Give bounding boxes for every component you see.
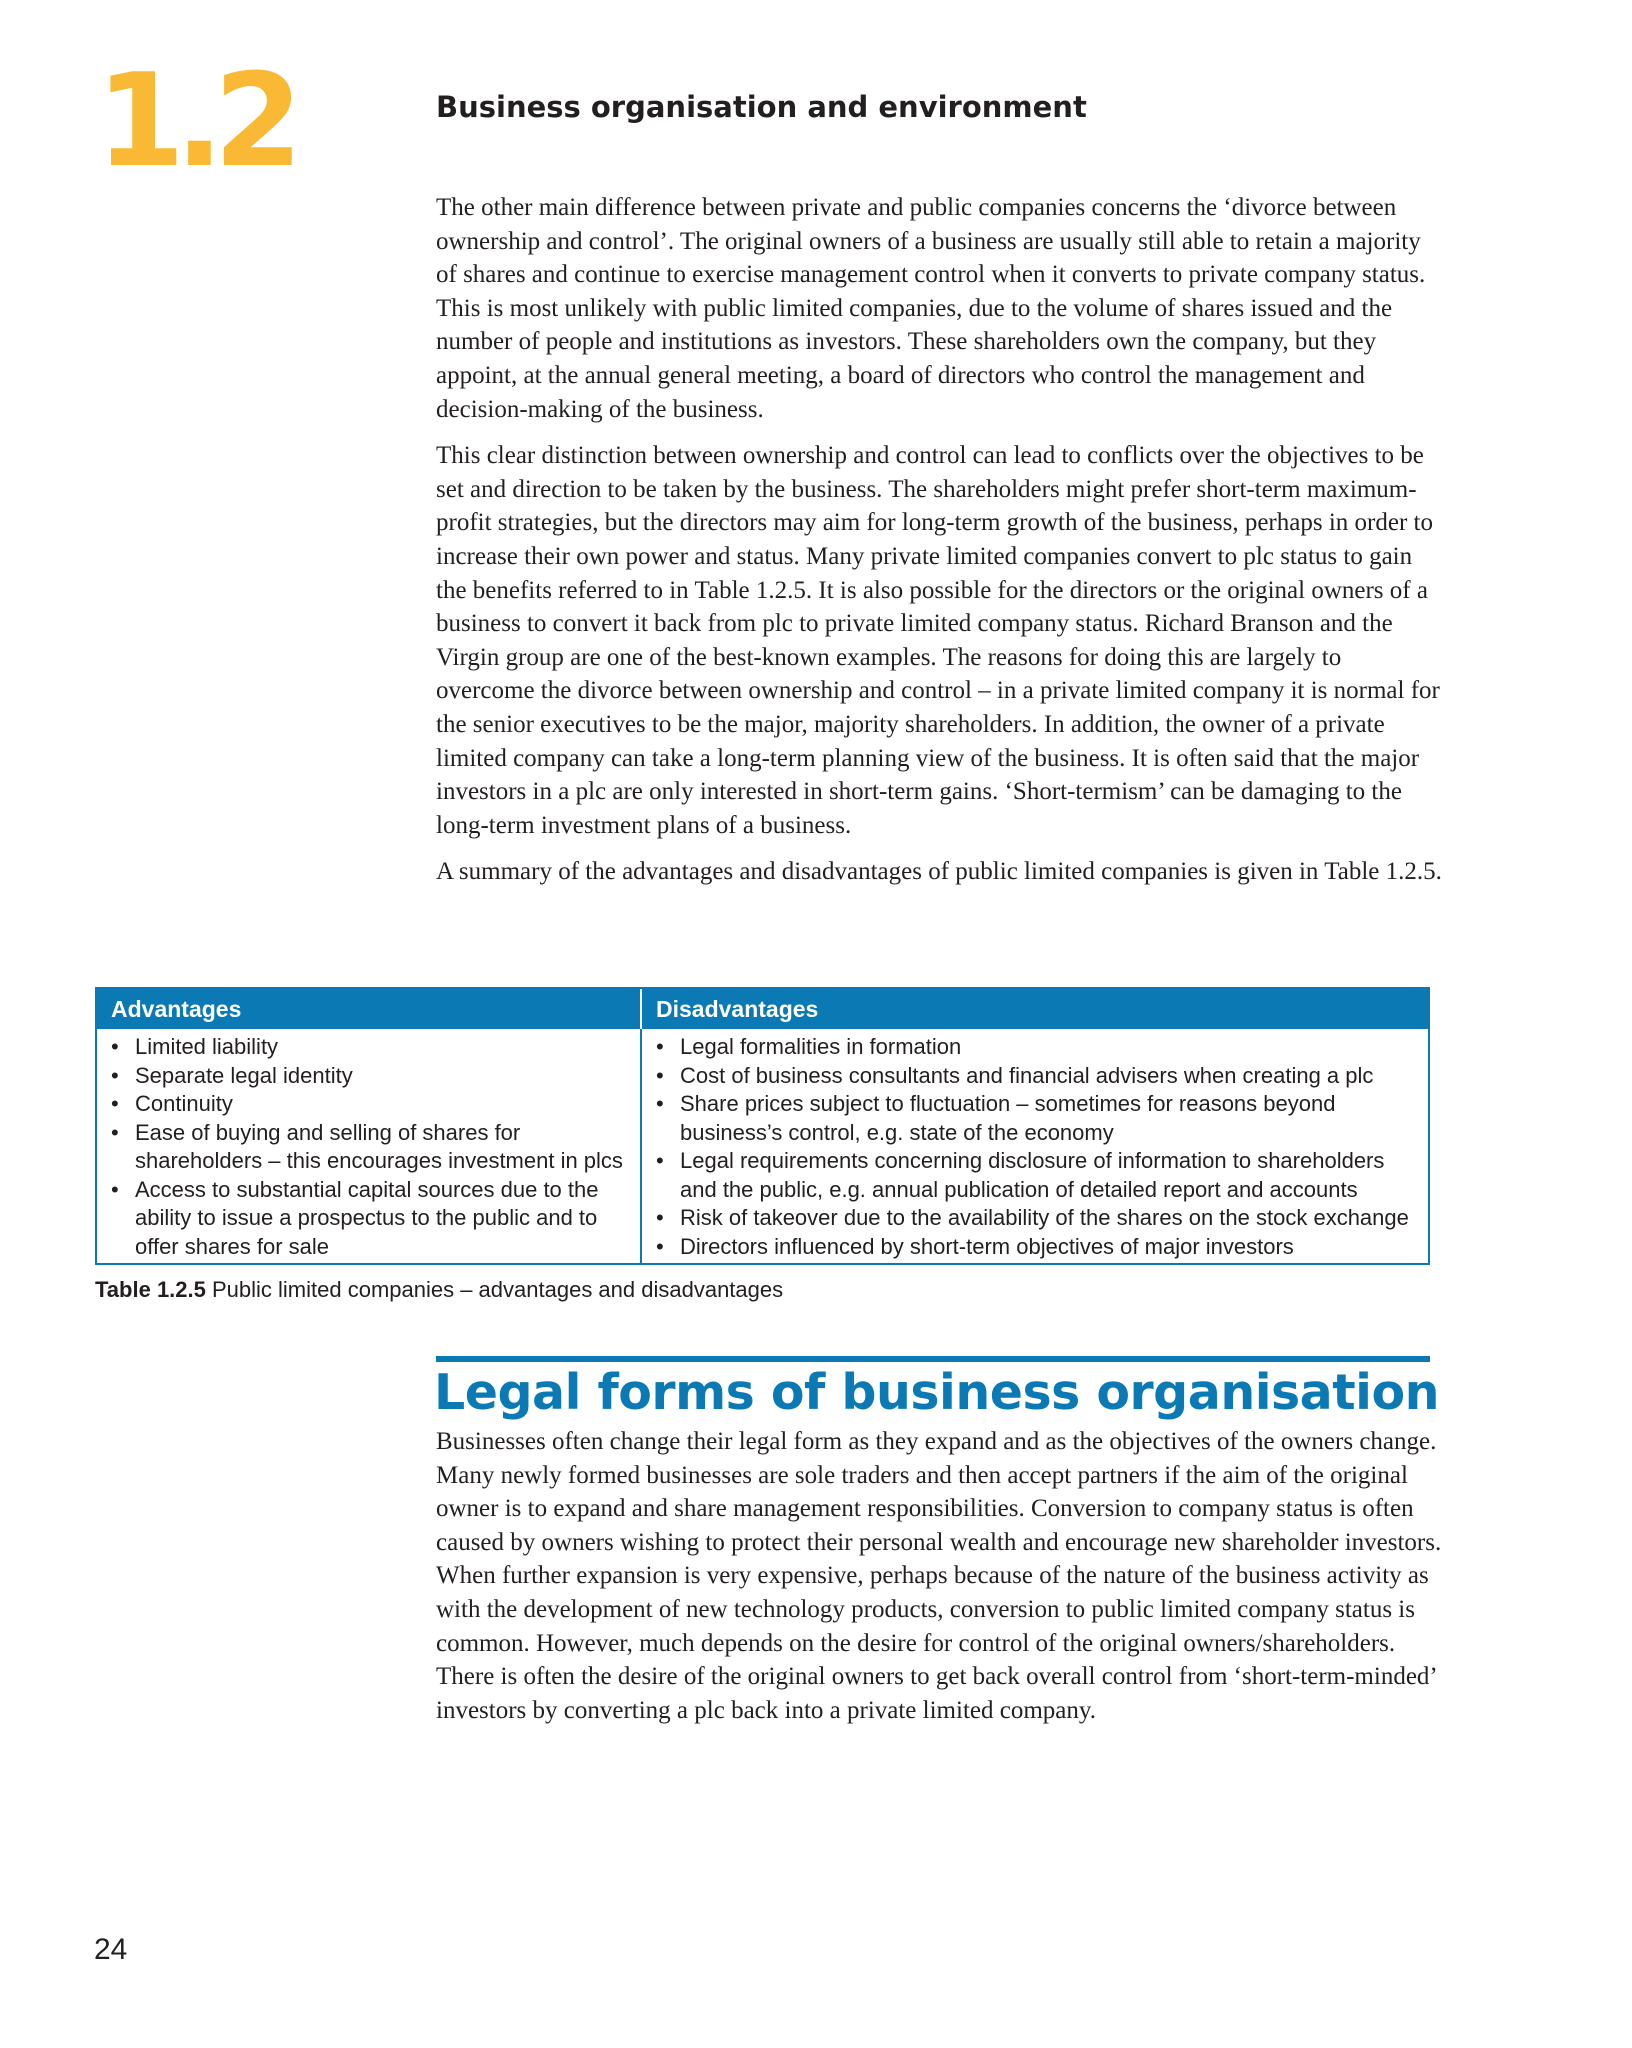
page-number: 24 (94, 1933, 128, 1966)
table-caption-label: Table 1.2.5 (95, 1277, 206, 1302)
list-item: • Limited liability (111, 1033, 634, 1062)
list-item: • Access to substantial capital sources due to the ability to issue a prospectus to the public and to offer shares for sale (111, 1176, 634, 1262)
intro-paragraph-1: The other main difference between private and public companies concerns the ‘divorce between ownership and control’. The original owners of a business are usually still able to retain a majority of shares and continue to exercise management control when it converts to private company status. This is most unlikely with public limited companies, due to the volume of shares issued and the number of people and institutions as investors. These shareholders own the company, but they appoint, at the annual general meeting, a board of directors who control the management and decision-making of the business. (436, 194, 1426, 423)
list-item: • Cost of business consultants and financial advisers when creating a plc (656, 1062, 1422, 1091)
list-item: • Ease of buying and selling of shares for shareholders – this encourages investment in plcs (111, 1119, 634, 1176)
advantages-column (97, 1029, 640, 1263)
disadvantages-list (642, 1029, 1428, 1263)
section-title: Business organisation and environment (436, 90, 1087, 124)
plc-advantages-table (95, 987, 1430, 1265)
legal-forms-text-block (436, 1425, 1446, 1740)
legal-forms-heading: Legal forms of business organisation (434, 1364, 1439, 1421)
legal-forms-paragraph: Businesses often change their legal form as they expand and as the objectives of the owners change. Many newly formed businesses are sole traders and then accept partners if the aim of the original owner is to expand and share management responsibilities. Conversion to company status is often caused by owners wishing to protect their personal wealth and encourage new shareholder investors. When further expansion is very expensive, perhaps because of the nature of the business activity as with the development of new technology products, conversion to public limited company status is common. However, much depends on the desire for control of the original owners/shareholders. There is often the desire of the original owners to get back overall control from ‘short-term-minded’ investors by converting a plc back into a private limited company. (436, 1428, 1442, 1724)
table-caption (95, 1277, 783, 1303)
disadvantages-column (640, 1029, 1428, 1263)
intro-text-block (436, 191, 1446, 902)
table-header-advantages: Advantages (111, 996, 242, 1022)
advantages-list (97, 1029, 640, 1263)
list-item: • Share prices subject to fluctuation – sometimes for reasons beyond business’s control, e.g. state of the economy (656, 1090, 1422, 1147)
list-item: • Continuity (111, 1090, 634, 1119)
list-item: • Directors influenced by short-term objectives of major investors (656, 1233, 1422, 1262)
table-header-row (97, 989, 1428, 1029)
chapter-number: 1.2 (96, 47, 293, 196)
table-caption-text: Public limited companies – advantages and disadvantages (205, 1277, 784, 1302)
table-body-row (97, 1029, 1428, 1263)
intro-paragraph-3: A summary of the advantages and disadvantages of public limited companies is given in Table 1.2.5. (436, 858, 1442, 886)
list-item: • Legal requirements concerning disclosure of information to shareholders and the public, e.g. annual publication of detailed report and accounts (656, 1147, 1422, 1204)
list-item: • Risk of takeover due to the availability of the shares on the stock exchange (656, 1204, 1422, 1233)
list-item: • Legal formalities in formation (656, 1033, 1422, 1062)
list-item: • Separate legal identity (111, 1062, 634, 1091)
intro-paragraph-2: This clear distinction between ownership and control can lead to conflicts over the objectives to be set and direction to be taken by the business. The shareholders might prefer short-term maximum-profit strategies, but the directors may aim for long-term growth of the business, perhaps in order to increase their own power and status. Many private limited companies convert to plc status to gain the benefits referred to in Table 1.2.5. It is also possible for the directors or the original owners of a business to convert it back from plc to private limited company status. Richard Branson and the Virgin group are one of the best-known examples. The reasons for doing this are largely to overcome the divorce between ownership and control – in a private limited company it is normal for the senior executives to be the major, majority shareholders. In addition, the owner of a private limited company can take a long-term planning view of the business. It is often said that the major investors in a plc are only interested in short-term gains. ‘Short-termism’ can be damaging to the long-term investment plans of a business. (436, 442, 1440, 839)
table-header-disadvantages: Disadvantages (640, 989, 1428, 1029)
